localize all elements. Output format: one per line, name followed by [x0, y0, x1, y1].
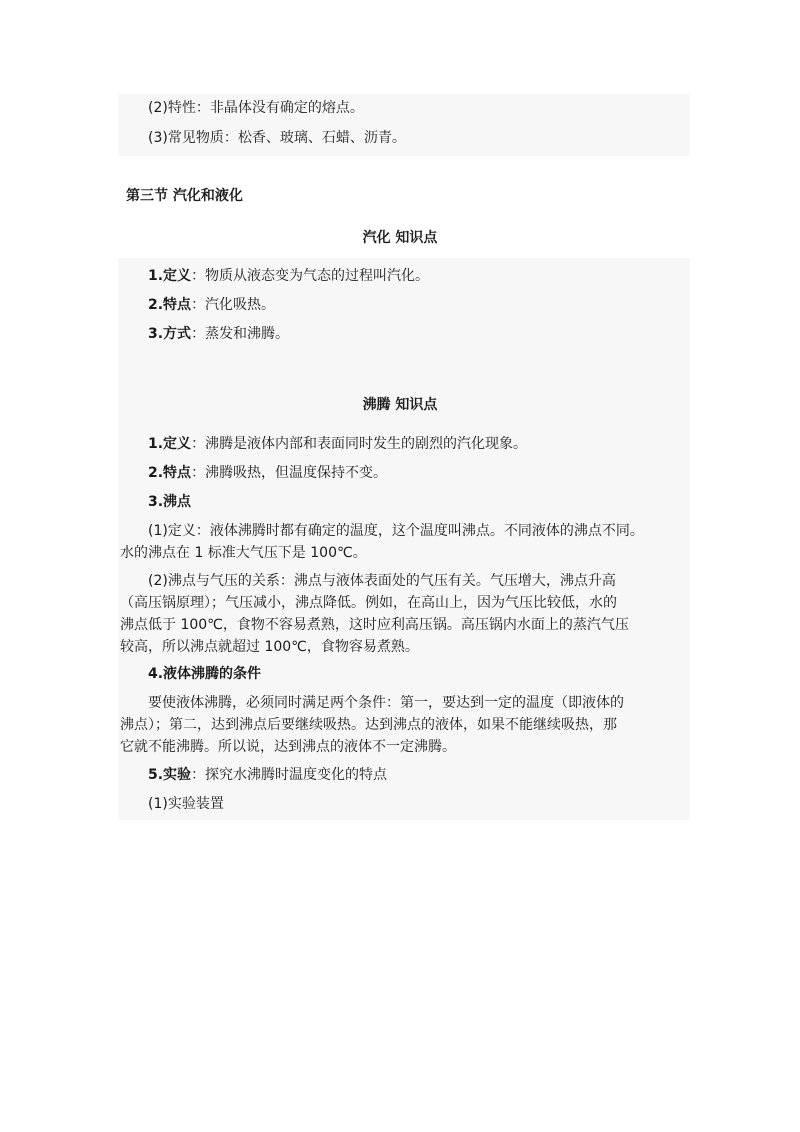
boiling-feature-text: ：沸腾吸热，但温度保持不变。 [191, 465, 388, 481]
vaporization-methods [148, 322, 289, 346]
vaporization-feature-text: ：汽化吸热。 [191, 297, 276, 313]
boiling-pressure-line-3: 沸点低于 100℃，食物不容易煮熟，这时应利高压锅。高压锅内水面上的蒸汽气压 [120, 617, 629, 633]
vaporization-feature-label: 2.特点 [148, 297, 192, 313]
experiment-line [148, 763, 387, 787]
experiment-label: 5.实验 [148, 767, 192, 783]
experiment-text: ：探究水沸腾时温度变化的特点 [191, 767, 388, 783]
boiling-point-definition-line-2: 水的沸点在 1 标准大气压下是 100℃。 [120, 545, 367, 561]
boiling-pressure-line-1: (2)沸点与气压的关系：沸点与液体表面处的气压有关。气压增大，沸点升高 [148, 573, 616, 589]
vaporization-heading: 汽化 知识点 [362, 230, 438, 246]
experiment-apparatus: (1)实验装置 [148, 796, 224, 812]
boiling-point-title: 3.沸点 [148, 494, 192, 510]
amorphous-property-line: (2)特性：非晶体没有确定的熔点。 [148, 100, 364, 116]
boiling-heading: 沸腾 知识点 [362, 397, 438, 413]
boiling-feature-label: 2.特点 [148, 465, 192, 481]
boiling-definition-text: ：沸腾是液体内部和表面同时发生的剧烈的汽化现象。 [191, 436, 528, 452]
vaporization-methods-label: 3.方式 [148, 326, 192, 342]
boiling-conditions-line-1: 要使液体沸腾，必须同时满足两个条件：第一，要达到一定的温度（即液体的 [148, 695, 624, 711]
vaporization-definition-label: 1.定义 [148, 268, 192, 284]
vaporization-definition-text: ：物质从液态变为气态的过程叫汽化。 [191, 268, 430, 284]
boiling-point-definition-line-1: (1)定义：液体沸腾时都有确定的温度，这个温度叫沸点。不同液体的沸点不同。 [148, 523, 644, 539]
boiling-definition [148, 432, 527, 456]
section-title: 第三节 汽化和液化 [126, 188, 243, 204]
boiling-conditions-line-2: 沸点）；第二，达到沸点后要继续吸热。达到沸点的液体，如果不能继续吸热，那 [120, 717, 617, 733]
vaporization-methods-text: ：蒸发和沸腾。 [191, 326, 290, 342]
boiling-pressure-line-4: 较高，所以沸点就超过 100℃，食物容易煮熟。 [120, 639, 419, 655]
boiling-feature [148, 461, 387, 485]
boiling-conditions-line-3: 它就不能沸腾。所以说，达到沸点的液体不一定沸腾。 [120, 739, 456, 755]
boiling-conditions-title: 4.液体沸腾的条件 [148, 666, 262, 682]
vaporization-definition [148, 264, 429, 288]
boiling-definition-label: 1.定义 [148, 436, 192, 452]
amorphous-examples-line: (3)常见物质：松香、玻璃、石蜡、沥青。 [148, 130, 406, 146]
boiling-pressure-line-2: （高压锅原理）；气压减小，沸点降低。例如，在高山上，因为气压比较低，水的 [120, 595, 617, 611]
vaporization-feature [148, 293, 275, 317]
